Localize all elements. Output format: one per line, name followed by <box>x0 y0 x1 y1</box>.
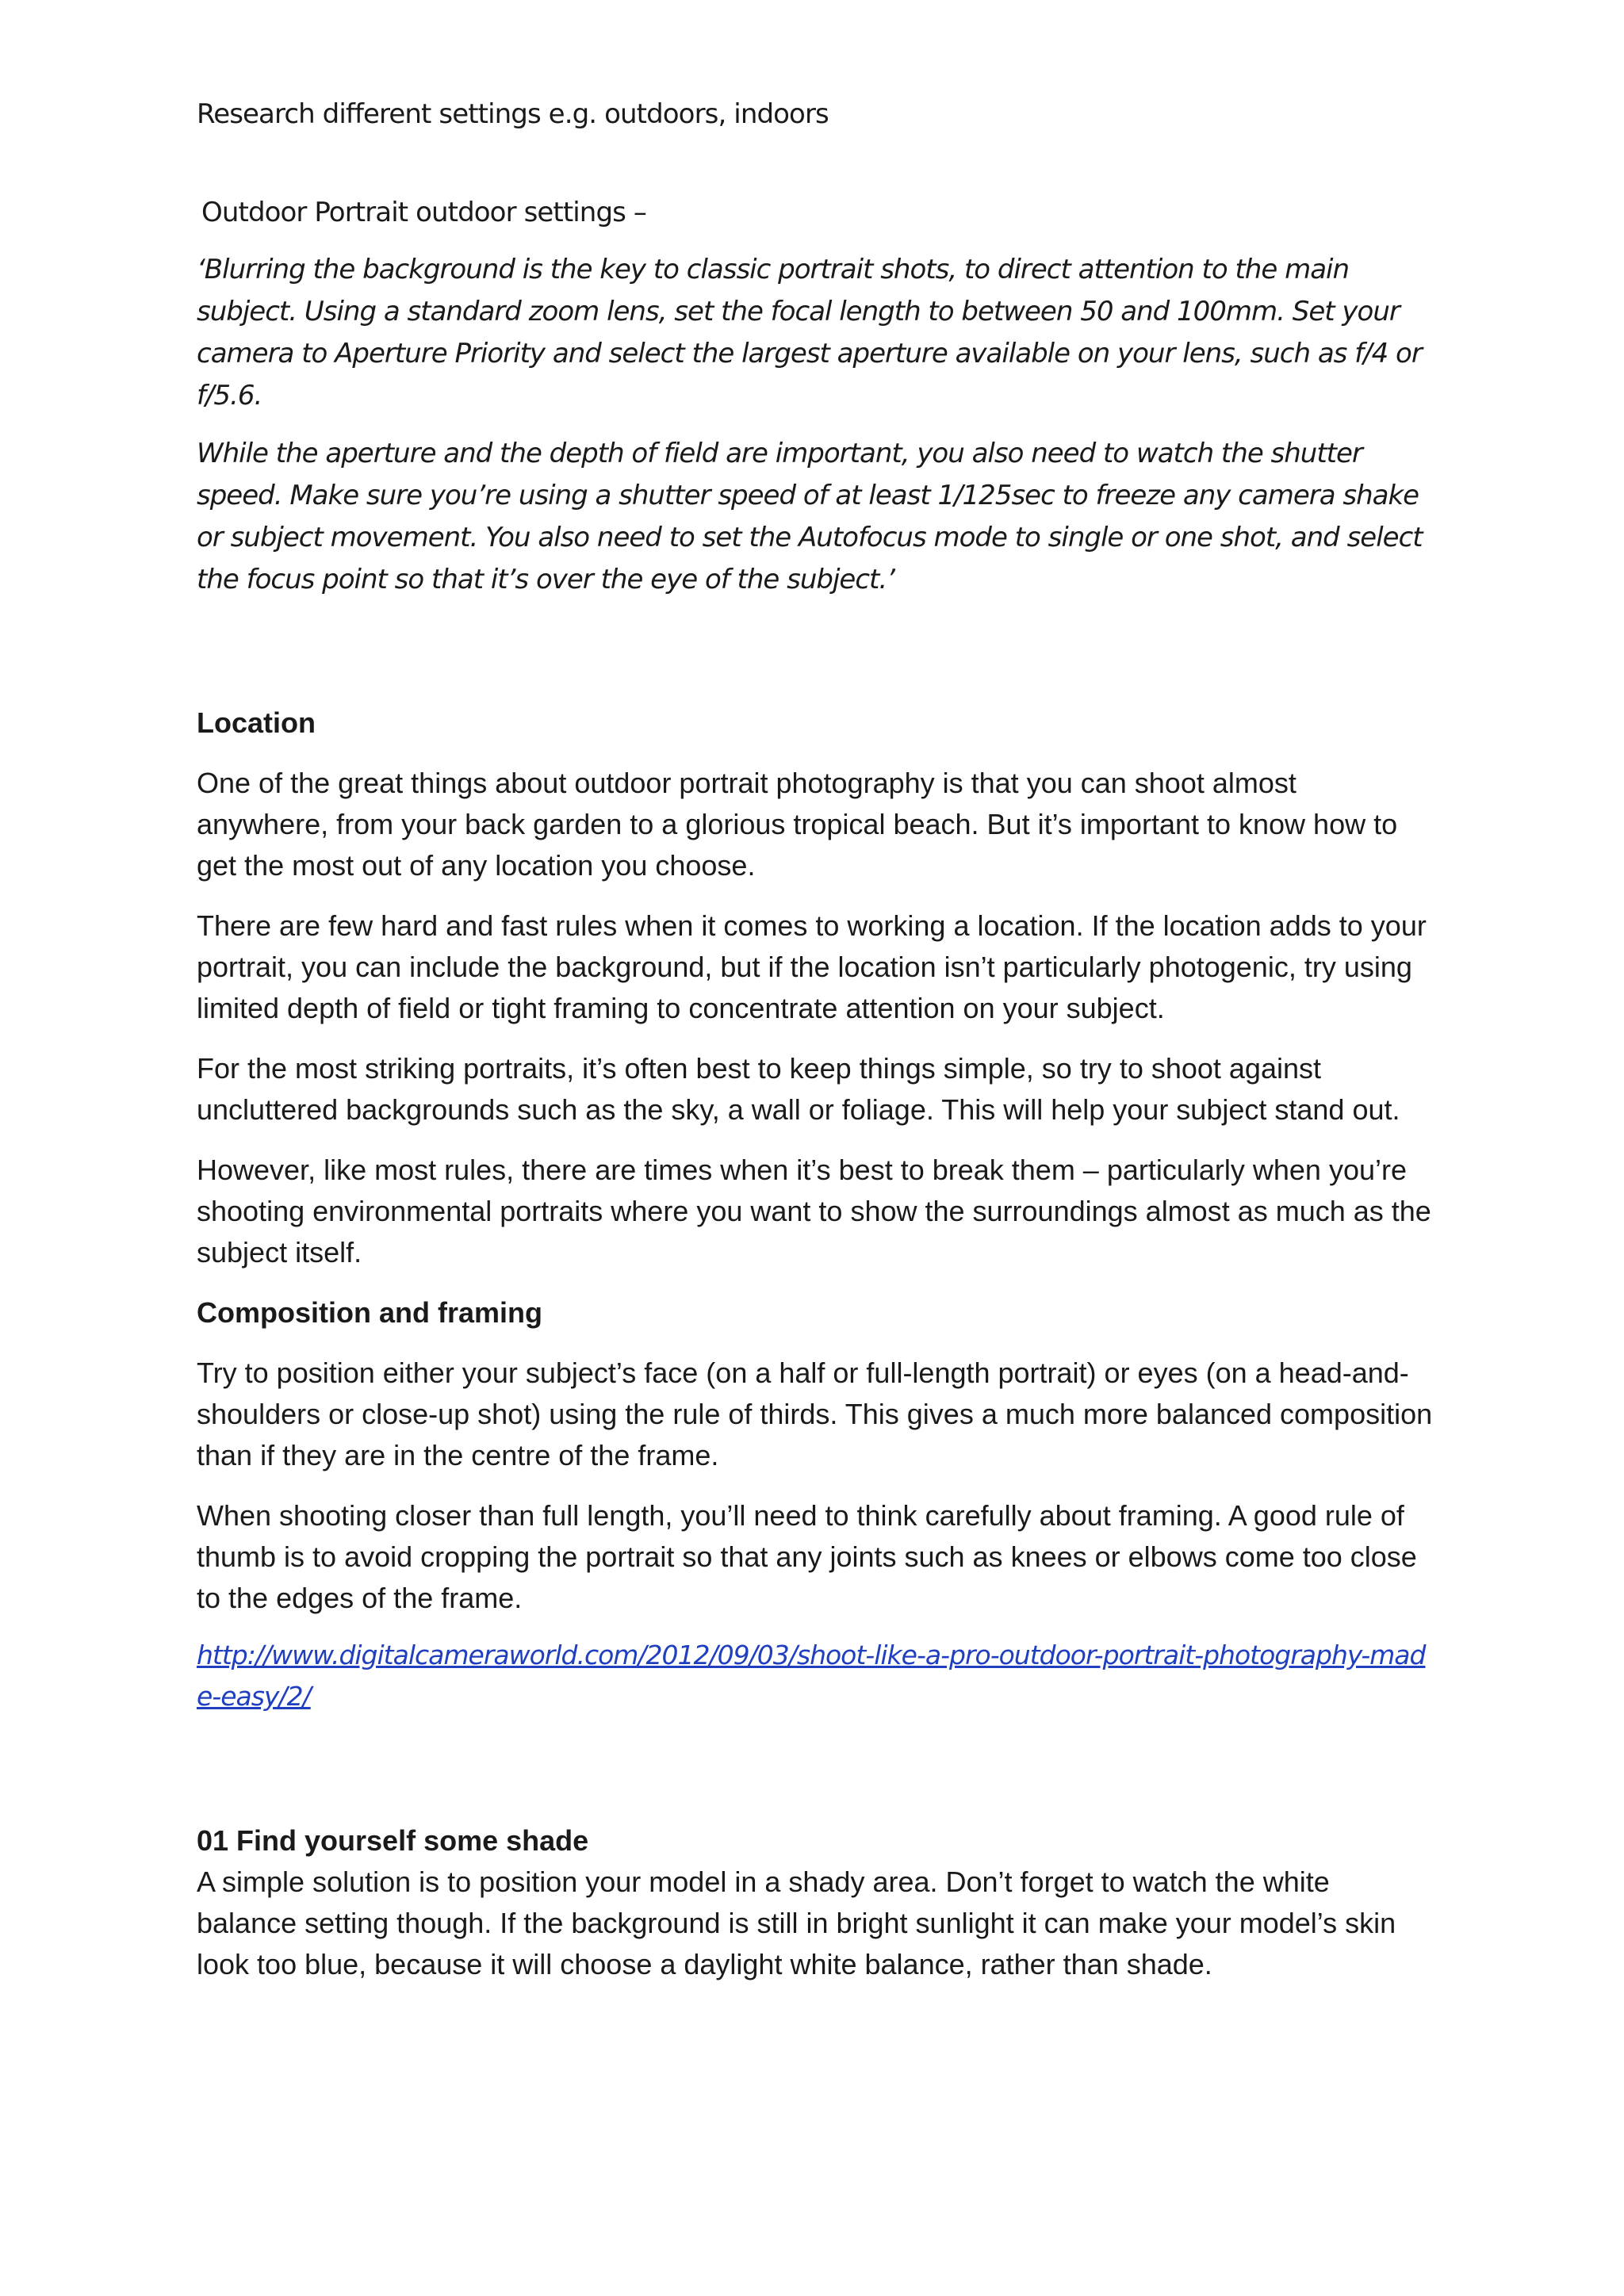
shade-paragraph-1: A simple solution is to position your model in a shady area. Don’t forget to watch the white balance setting though. If the background is still in bright sunlight it can make your model’s skin look too blue, because it will choose a daylight white balance, rather than shade. <box>197 1866 1396 1980</box>
location-heading: Location <box>197 706 316 739</box>
composition-paragraph-1: Try to position either your subject’s face (on a half or full-length portrait) or eyes (on a head-and-shoulders or close-up shot) using the rule of thirds. This gives a much more balanced composition than if they are in the centre of the frame. <box>197 1357 1433 1471</box>
source-link[interactable]: http://www.digitalcameraworld.com/2012/09/03/shoot-like-a-pro-outdoor-portrait-photography-made-easy/2/ <box>197 1640 1426 1712</box>
composition-heading: Composition and framing <box>197 1296 542 1329</box>
document-body <box>197 94 1434 1985</box>
shade-heading: 01 Find yourself some shade <box>197 1824 589 1857</box>
location-paragraph-2: There are few hard and fast rules when it comes to working a location. If the location adds to your portrait, you can include the background, but if the location isn’t particularly photogenic, try using limited depth of field or tight framing to concentrate attention on your subject. <box>197 909 1427 1024</box>
quote-paragraph-2: While the aperture and the depth of field are important, you also need to watch the shutter speed. Make sure you’re using a shutter speed of at least 1/125sec to freeze any camera shake or subject movement. You also need to set the Autofocus mode to single or one shot, and select the focus point so that it’s over the eye of the subject.’ <box>197 438 1423 595</box>
composition-paragraph-2: When shooting closer than full length, you’ll need to think carefully about framing. A good rule of thumb is to avoid cropping the portrait so that any joints such as knees or elbows come too close to the edges of the frame. <box>197 1499 1417 1614</box>
location-paragraph-1: One of the great things about outdoor portrait photography is that you can shoot almost anywhere, from your back garden to a glorious tropical beach. But it’s important to know how to get the most out of any location you choose. <box>197 767 1398 882</box>
location-paragraph-3: For the most striking portraits, it’s often best to keep things simple, so try to shoot against uncluttered backgrounds such as the sky, a wall or foliage. This will help your subject stand out. <box>197 1052 1400 1126</box>
location-paragraph-4: However, like most rules, there are times when it’s best to break them – particularly when you’re shooting environmental portraits where you want to show the surroundings almost as much as the subject itself. <box>197 1154 1431 1269</box>
intro-line: Research different settings e.g. outdoors, indoors <box>197 98 829 130</box>
quote-paragraph-1: ‘Blurring the background is the key to classic portrait shots, to direct attention to the main subject. Using a standard zoom lens, set the focal length to between 50 and 100mm. Set your camera to Aperture Priority and select the largest aperture available on your lens, such as f/4 or f/5.6. <box>197 254 1422 411</box>
section-subtitle: Outdoor Portrait outdoor settings – <box>201 197 646 228</box>
